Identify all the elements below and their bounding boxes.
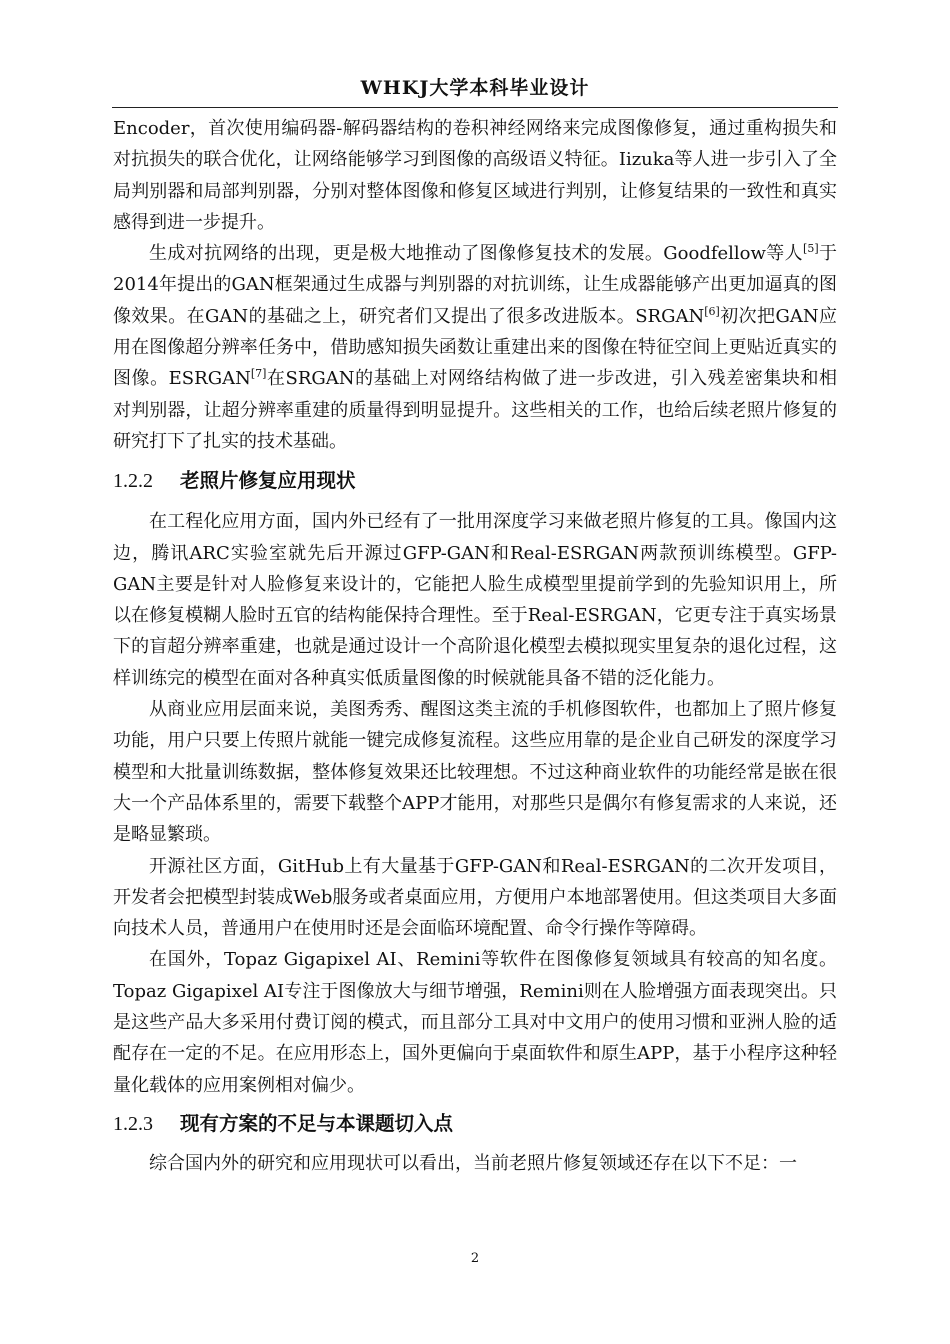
section-number: 1.2.3 (113, 1112, 153, 1135)
citation: [6] (704, 304, 720, 318)
running-header: WHKJ大学本科毕业设计 (360, 77, 590, 99)
section-heading (113, 466, 837, 496)
section-heading (113, 1109, 837, 1139)
text-run: 初次把GAN应用在图像超分辨率任务中，借助感知损失函数让重建出来的图像在特征空间上更贴近真实的图像。ESRGAN (113, 305, 837, 390)
body-text (113, 113, 837, 1179)
paragraph (113, 238, 837, 457)
paragraph: 开源社区方面，GitHub上有大量基于GFP-GAN和Real-ESRGAN的二次开发项目，开发者会把模型封装成Web服务或者桌面应用，方便用户本地部署使用。但这类项目大多面向技术人员，普通用户在使用时还是会面临环境配置、命令行操作等障碍。 (113, 855, 837, 940)
paragraph: 从商业应用层面来说，美图秀秀、醒图这类主流的手机修图软件，也都加上了照片修复功能，用户只要上传照片就能一键完成修复流程。这些应用靠的是企业自己研发的深度学习模型和大批量训练数据，整体修复效果还比较理想。不过这种商业软件的功能经常是嵌在很大一个产品体系里的，需要下载整个APP才能用，对那些只是偶尔有修复需求的人来说，还是略显繁琐。 (113, 699, 837, 846)
paragraph: 综合国内外的研究和应用现状可以看出，当前老照片修复领域还存在以下不足：一 (149, 1152, 797, 1174)
text-run: 生成对抗网络的出现，更是极大地推动了图像修复技术的发展。Goodfellow等人 (149, 243, 804, 265)
page-number: 2 (470, 1251, 480, 1266)
section-number: 1.2.2 (113, 470, 153, 493)
citation: [7] (250, 367, 267, 381)
citation: [5] (803, 242, 819, 256)
paragraph: 在工程化应用方面，国内外已经有了一批用深度学习来做老照片修复的工具。像国内这边，腾讯ARC实验室就先后开源过GFP-GAN和Real-ESRGAN两款预训练模型。GFP-GAN主要是针对人脸修复来设计的，它能把人脸生成模型里提前学到的先验知识用上，所以在修复模糊人脸时五官的结构能保持合理性。至于Real-ESRGAN，它更专注于真实场景下的盲超分辨率重建，也就是通过设计一个高阶退化模型去模拟现实里复杂的退化过程，这样训练完的模型在面对各种真实低质量图像的时候就能具备不错的泛化能力。 (113, 511, 837, 689)
header-rule (112, 107, 838, 108)
section-title: 老照片修复应用现状 (180, 469, 356, 493)
paragraph: 在国外，Topaz Gigapixel AI、Remini等软件在图像修复领域具有较高的知名度。Topaz Gigapixel AI专注于图像放大与细节增强，Remini则在人脸增强方面表现突出。只是这些产品大多采用付费订阅的模式，而且部分工具对中文用户的使用习惯和亚洲人脸的适配存在一定的不足。在应用形态上，国外更偏向于桌面软件和原生APP，基于小程序这种轻量化载体的应用案例相对偏少。 (113, 949, 837, 1096)
text-run: 于2014年提出的GAN框架通过生成器与判别器的对抗训练，让生成器能够产出更加逼真的图像效果。在GAN的基础之上，研究者们又提出了很多改进版本。SRGAN (113, 243, 837, 327)
section-title: 现有方案的不足与本课题切入点 (180, 1111, 454, 1135)
text-run: 在SRGAN的基础上对网络结构做了进一步改进，引入残差密集块和相对判别器，让超分辨率重建的质量得到明显提升。这些相关的工作，也给后续老照片修复的研究打下了扎实的技术基础。 (113, 368, 837, 452)
paragraph: Encoder，首次使用编码器-解码器结构的卷积神经网络来完成图像修复，通过重构损失和对抗损失的联合优化，让网络能够学习到图像的高级语义特征。Iizuka等人进一步引入了全局判别器和局部判别器，分别对整体图像和修复区域进行判别，让修复结果的一致性和真实感得到进一步提升。 (113, 118, 837, 233)
